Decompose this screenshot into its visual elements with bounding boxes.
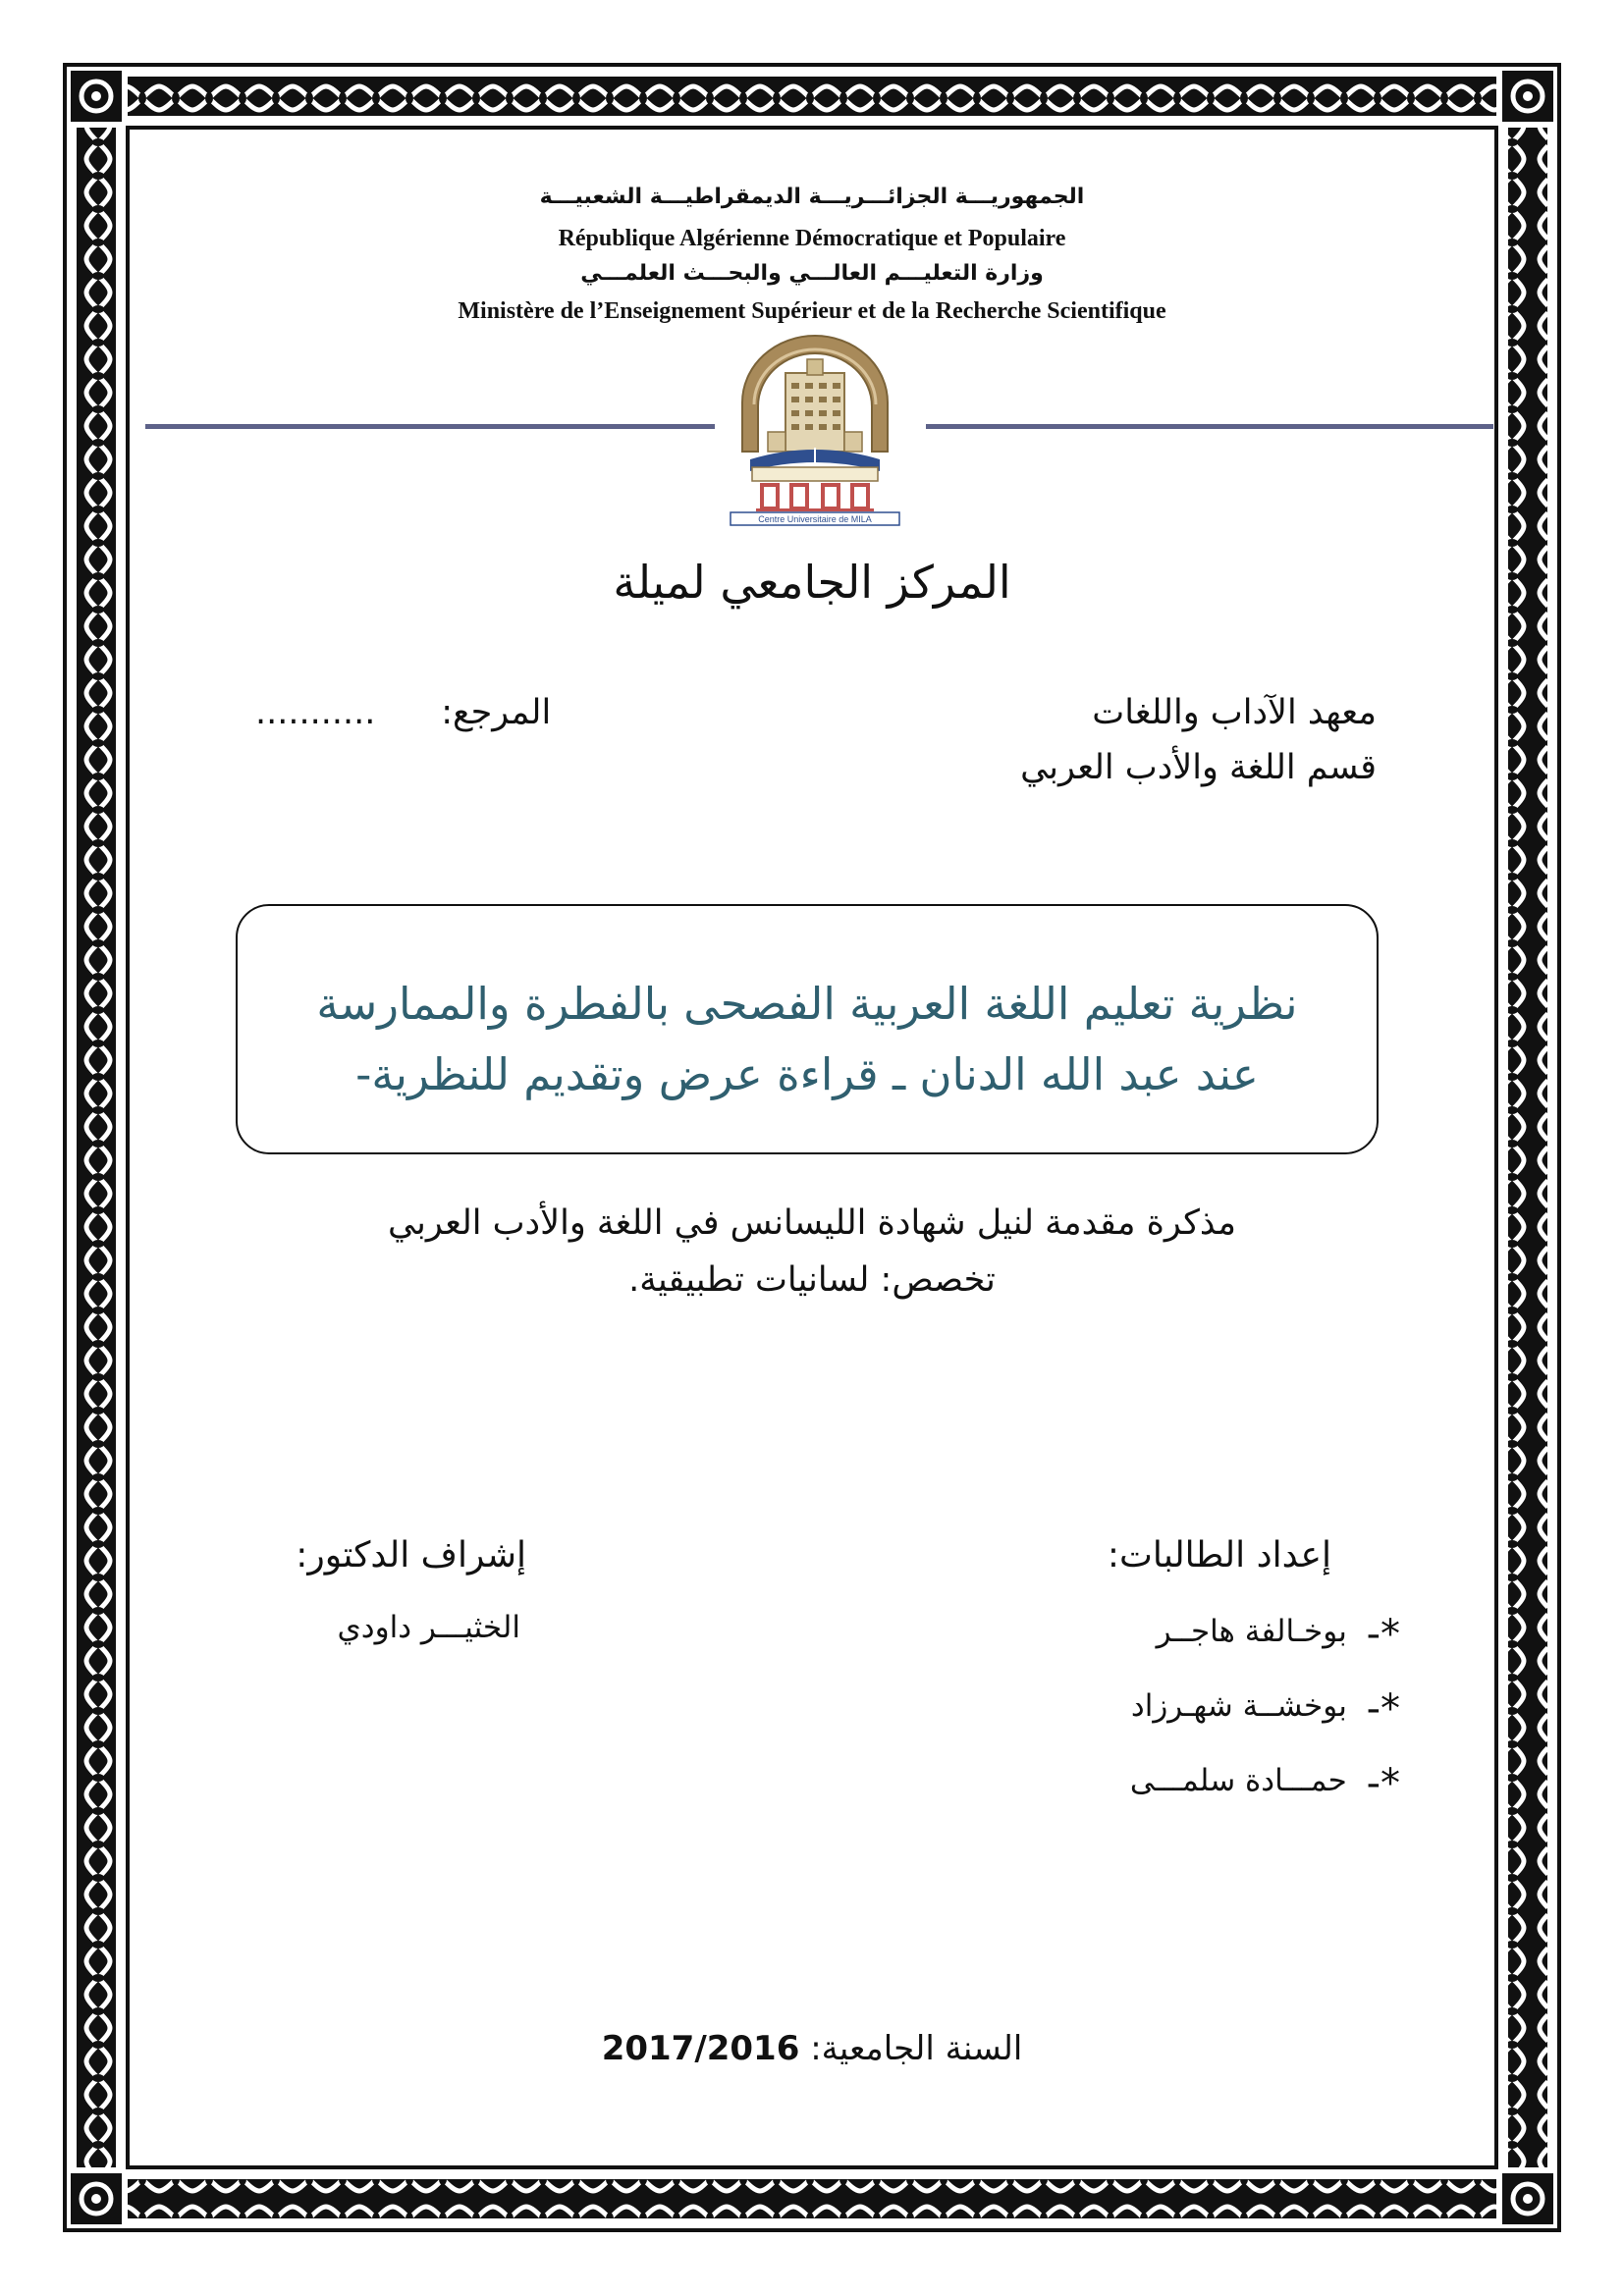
academic-year: [419, 2029, 1205, 2068]
university-building-logo-icon: [729, 334, 901, 526]
ministry-french: Ministère de l’Enseignement Supérieur et de la Recherche Scientifique: [458, 298, 1166, 324]
corner-ornament-top-right: [1502, 71, 1553, 122]
student-name: بوخـالفة هاجــر: [1156, 1614, 1347, 1649]
memo-description: مذكرة مقدمة لنيل شهادة الليسانس في اللغة والأدب العربي: [387, 1203, 1237, 1243]
header-rule-left: [145, 424, 715, 429]
student-item: [1130, 1681, 1400, 1732]
header-rule-right: [926, 424, 1493, 429]
republic-arabic: الجمهوريـــة الجزائـــريـــة الديمقراطيـــة الشعبيـــة: [539, 185, 1085, 209]
memo-specialty: تخصص: لسانيات تطبيقية.: [628, 1260, 996, 1300]
student-name: بوخشــة شهـرزاد: [1130, 1688, 1347, 1724]
student-item: [1156, 1606, 1400, 1657]
reference-value: ...........: [255, 693, 376, 732]
institute-name: معهد الآداب واللغات: [1092, 693, 1377, 732]
department-name: قسم اللغة والأدب العربي: [1020, 748, 1377, 787]
corner-ornament-bottom-left: [71, 2173, 122, 2224]
academic-year-value: 2017/2016: [601, 2029, 800, 2068]
corner-ornament-top-left: [71, 71, 122, 122]
reference-field: [255, 693, 551, 732]
student-name: حمـــادة سلمـــى: [1129, 1763, 1347, 1798]
bullet-marker: *-: [1366, 1686, 1400, 1732]
thesis-title-line-1: نظرية تعليم اللغة العربية الفصحى بالفطرة والممارسة: [316, 978, 1298, 1030]
bullet-marker: *-: [1366, 1612, 1400, 1657]
bullet-marker: *-: [1366, 1761, 1400, 1806]
logo-caption: Centre Universitaire de MILA: [758, 514, 872, 524]
thesis-title-line-2: عند عبد الله الدنان ـ قراءة عرض وتقديم للنظرية-: [355, 1048, 1259, 1100]
supervisor-name: الخثيـــر داودي: [337, 1610, 520, 1645]
university-logo: [729, 334, 901, 526]
student-item: [1129, 1755, 1400, 1806]
republic-french: République Algérienne Démocratique et Populaire: [558, 226, 1066, 251]
university-center-name: المركز الجامعي لميلة: [613, 556, 1011, 609]
academic-year-label: السنة الجامعية:: [810, 2029, 1023, 2068]
ministry-arabic: وزارة التعليـــم العالـــي والبحـــث العلمـــي: [580, 261, 1044, 286]
supervisor-heading: إشراف الدكتور:: [296, 1535, 526, 1575]
reference-label: المرجع:: [441, 693, 552, 732]
corner-ornament-bottom-right: [1502, 2173, 1553, 2224]
students-heading: إعداد الطالبات:: [1107, 1535, 1331, 1575]
